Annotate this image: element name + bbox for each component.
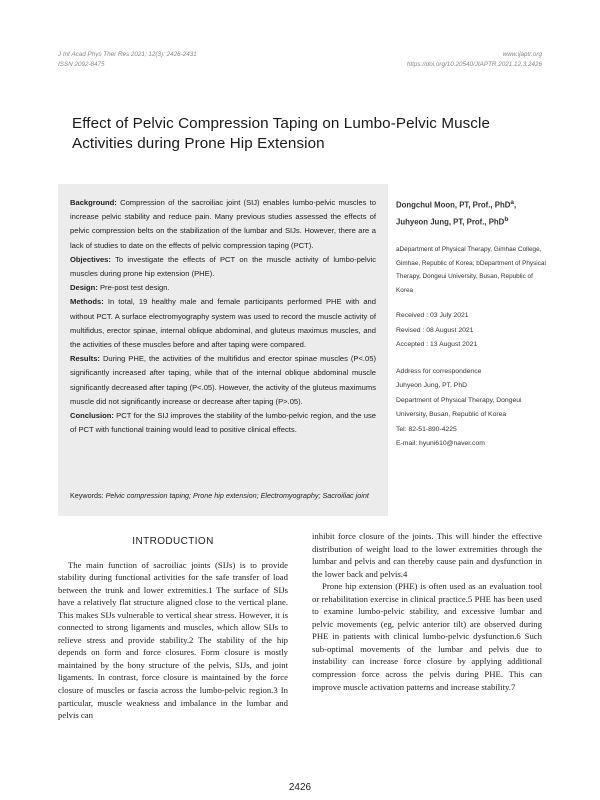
revised-date: Revised : 08 August 2021 bbox=[396, 326, 474, 334]
results-text: During PHE, the activities of the multifidus and erector spinae muscles (P<.05) significantly increased after taping, while that of the internal oblique abdominal muscle significantly decreased after taping (P<.05). However, the activity of the gluteus maximums muscle did not significantly increase or decrease after taping (P>.05). bbox=[70, 354, 376, 406]
results-label: Results: bbox=[70, 354, 100, 364]
methods-text: In total, 19 healthy male and female participants performed PHE with and without PCT. A surface electromyography system was used to record the muscle activity of multifidus, erector spinae, internal oblique abdominal, and gluteus maximus muscles, and the activities of these muscles before and after taping were compared. bbox=[70, 297, 376, 350]
intro-paragraph-2: Prone hip extension (PHE) is often used as an evaluation tool or rehabilitation exercise in clinical practice.5 PHE has been used to examine lumbo-pelvic stability, and excessive lumbar and pelvic movements (eg, pelvic anterior tilt) are observed during PHE in patients with clinical lumbo-pelvic dysfunction.6 Such sub-optimal movements of the lumbar and pelvis due to instability can increase force closure by applying additional compression force across the pelvis during PHE. This can improve muscle activation patterns and increase stability.7 bbox=[312, 581, 542, 692]
conclusion-label: Conclusion: bbox=[70, 411, 114, 421]
methods-label: Methods: bbox=[70, 297, 104, 307]
keywords-text: Pelvic compression taping; Prone hip extension; Electromyography; Sacroiliac joint bbox=[105, 491, 369, 500]
journal-issn: ISSN 2092-8475 bbox=[58, 61, 105, 68]
abstract-background bbox=[70, 196, 376, 253]
article-info-sidebar bbox=[396, 196, 546, 452]
doi-link[interactable]: https://doi.org/10.20540/JIAPTR.2021.12.3.2426 bbox=[406, 61, 542, 68]
abstract-results bbox=[70, 352, 376, 409]
received-date: Received : 03 July 2021 bbox=[396, 312, 469, 320]
author-2 bbox=[396, 213, 546, 230]
abstract-design bbox=[70, 281, 376, 295]
journal-header-left bbox=[58, 50, 197, 70]
author-1-name: Dongchul Moon, PT, Prof., PhD bbox=[396, 200, 511, 210]
correspondence bbox=[396, 365, 546, 452]
author-1-sup: a bbox=[510, 199, 514, 206]
correspondence-heading: Address for correspondence bbox=[396, 367, 482, 375]
correspondence-email[interactable]: E-mail: hyuni610@naver.com bbox=[396, 440, 485, 448]
journal-website-link[interactable]: www.ijaptr.org bbox=[502, 51, 542, 58]
objectives-text: To investigate the effects of PCT on the muscle activity of lumbo-pelvic muscles during prone hip extension (PHE). bbox=[70, 254, 376, 279]
correspondence-address: Department of Physical Therapy, Dongeui University, Busan, Republic of Korea bbox=[396, 396, 522, 419]
journal-citation: J Int Acad Phys Ther Res 2021; 12(3): 2426-2431 bbox=[58, 51, 197, 58]
affiliations: aDepartment of Physical Therapy, Gimhae College, Gimhae, Republic of Korea; bDepartment of Physical Therapy, Dongeui University, Busan, Republic of Korea bbox=[396, 246, 546, 294]
author-1: Dongchul Moon, PT, Prof., PhD$^a$, bbox=[396, 199, 517, 210]
abstract-objectives bbox=[70, 253, 376, 281]
intro-paragraph-1: The main function of sacroiliac joints (SIJs) is to provide stability during functional activities for the safe transfer of load between the trunk and lower extremities.1 The surface of SIJs have a relatively flat structure aligned close to the vertical plane. This makes SIJs vulnerable to vertical shear stress. However, it is connected to strong ligaments and muscles, which allow SIJs to relieve stress and provide stability.2 The stability of the hip depends on form and force closures. Form closure is mostly maintained by the bony structure of the pelvis, SIJs, and joint ligaments. In contrast, force closure is maintained by the force closure of muscles or fascia across the lumbo-pelvic region.3 In particular, muscle weakness and imbalance in the lumbar and pelvis can bbox=[58, 559, 288, 721]
keywords bbox=[70, 490, 380, 502]
design-text: Pre-post test design. bbox=[97, 283, 170, 293]
body-column-right bbox=[312, 530, 542, 693]
objectives-label: Objectives: bbox=[70, 254, 111, 264]
page-number: 2426 bbox=[288, 782, 312, 793]
journal-header-right bbox=[407, 50, 542, 70]
keywords-label: Keywords: bbox=[70, 491, 104, 500]
correspondence-name: Juhyeon Jung, PT, PhD bbox=[396, 382, 468, 390]
design-label: Design: bbox=[70, 283, 98, 293]
background-label: Background: bbox=[70, 198, 117, 207]
correspondence-tel: Tel: 82-51-890-4225 bbox=[396, 425, 457, 433]
introduction-heading: INTRODUCTION bbox=[132, 536, 214, 547]
author-2-sup: b bbox=[504, 215, 509, 223]
abstract-methods bbox=[70, 295, 376, 352]
article-title: Effect of Pelvic Compression Taping on Lumbo-Pelvic Muscle Activities during Prone Hip Extension bbox=[72, 115, 491, 152]
intro-paragraph-1-continued: inhibit force closure of the joints. This will hinder the effective distribution of weight load to the lower extremities through the lumbar and pelvis and can thereby cause pain and dysfunction in the lower back and pelvis.4 bbox=[312, 531, 542, 579]
abstract-conclusion bbox=[70, 409, 376, 437]
author-2-name: Juhyeon Jung, PT, Prof., PhD bbox=[396, 217, 505, 227]
accepted-date: Accepted : 13 August 2021 bbox=[396, 341, 478, 349]
abstract bbox=[70, 196, 376, 437]
article-dates bbox=[396, 309, 546, 353]
background-text: Compression of the sacroiliac joint (SIJ) enables lumbo-pelvic muscles to increase pelvic stability and reduce pain. Many previous studies assessed the effects of pelvic compression belts on the stabilization of the lumbar and SIJs. However, there are a lack of studies to date on the effects of pelvic compression taping (PCT). bbox=[70, 198, 376, 250]
conclusion-text: PCT for the SIJ improves the stability of the lumbo-pelvic region, and the use of PCT with functional training would lead to positive clinical effects. bbox=[70, 411, 376, 435]
body-column-left bbox=[58, 536, 288, 722]
author-list bbox=[396, 196, 546, 229]
